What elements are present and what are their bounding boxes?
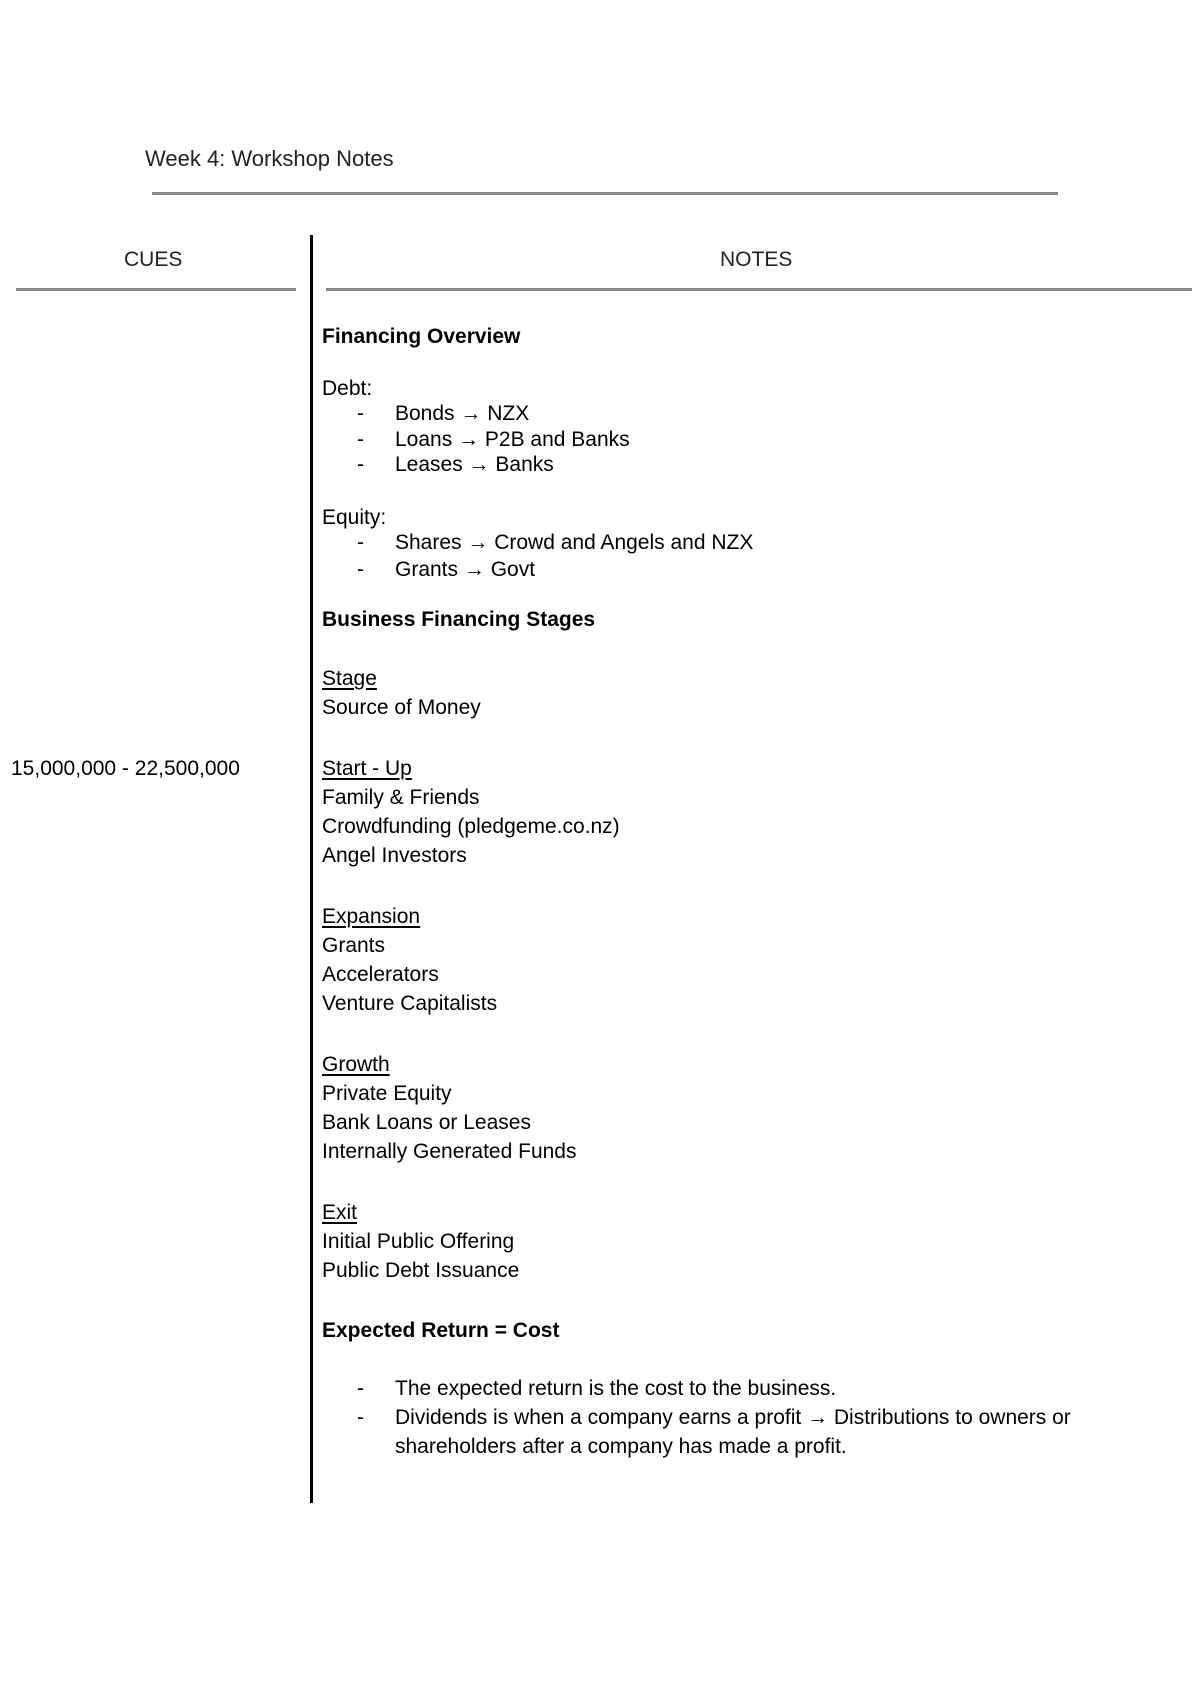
list-item: Bank Loans or Leases xyxy=(322,1111,531,1134)
section-heading-financing-overview: Financing Overview xyxy=(322,325,521,348)
cues-header-divider xyxy=(16,288,296,291)
stage-column-label: Stage xyxy=(322,667,377,690)
list-item: Venture Capitalists xyxy=(322,992,498,1015)
list-item: Public Debt Issuance xyxy=(322,1259,520,1282)
list-item-continuation: shareholders after a company has made a profit. xyxy=(395,1435,847,1458)
list-item: Family & Friends xyxy=(322,786,480,809)
bullet: - xyxy=(357,1406,364,1429)
list-item: Dividends is when a company earns a profit → Distributions to owners or xyxy=(395,1406,1071,1429)
list-item: Shares → Crowd and Angels and NZX xyxy=(395,531,754,554)
list-item: The expected return is the cost to the business. xyxy=(395,1377,837,1400)
page-title: Week 4: Workshop Notes xyxy=(145,146,394,171)
list-item: Internally Generated Funds xyxy=(322,1140,577,1163)
title-divider xyxy=(152,192,1058,195)
notes-column-header: NOTES xyxy=(720,248,793,271)
list-item: Accelerators xyxy=(322,963,439,986)
bullet: - xyxy=(357,531,364,554)
bullet: - xyxy=(357,428,364,451)
stage-title-startup: Start - Up xyxy=(322,757,412,780)
cue-amount: 15,000,000 - 22,500,000 xyxy=(11,757,240,780)
list-item: Crowdfunding (pledgeme.co.nz) xyxy=(322,815,620,838)
stage-title-growth: Growth xyxy=(322,1053,390,1076)
bullet: - xyxy=(357,453,364,476)
list-item: Bonds → NZX xyxy=(395,402,530,425)
bullet: - xyxy=(357,1377,364,1400)
list-item: Loans → P2B and Banks xyxy=(395,428,630,451)
stage-title-exit: Exit xyxy=(322,1201,358,1224)
list-item: Grants xyxy=(322,934,386,957)
list-item: Grants → Govt xyxy=(395,558,536,581)
list-item: Angel Investors xyxy=(322,844,467,867)
list-item: Private Equity xyxy=(322,1082,452,1105)
equity-label: Equity: xyxy=(322,506,387,529)
cues-column-header: CUES xyxy=(124,248,183,271)
notes-header-divider xyxy=(326,288,1192,291)
bullet: - xyxy=(357,558,364,581)
stage-title-expansion: Expansion xyxy=(322,905,421,928)
column-divider xyxy=(310,235,313,1503)
list-item: Initial Public Offering xyxy=(322,1230,515,1253)
section-heading-expected-return: Expected Return = Cost xyxy=(322,1319,560,1342)
bullet: - xyxy=(357,402,364,425)
list-item: Leases → Banks xyxy=(395,453,554,476)
source-column-label: Source of Money xyxy=(322,696,481,719)
debt-label: Debt: xyxy=(322,377,373,400)
section-heading-financing-stages: Business Financing Stages xyxy=(322,608,596,631)
